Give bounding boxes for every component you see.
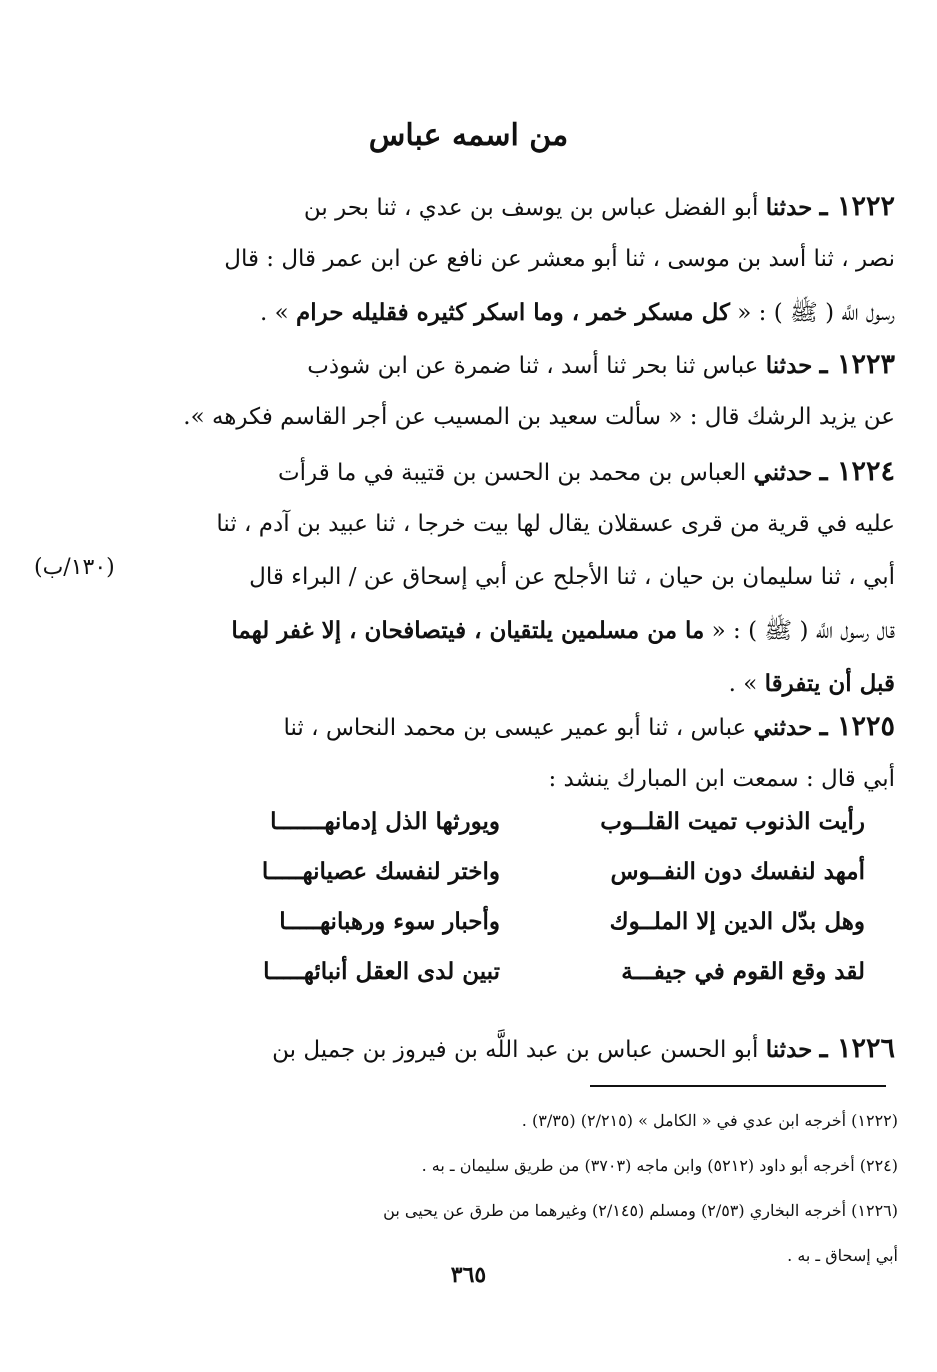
line-text: أبو الحسن عباس بن عبد اللَّه بن فيروز بن جميل بن (272, 1037, 766, 1063)
entry-line (150, 498, 895, 551)
manuscript-folio-marker: (١٣٠/ب) (34, 555, 115, 580)
page-title: من اسمه عباس (368, 118, 569, 153)
line-text: أبو الفضل عباس بن يوسف بن عدي ، ثنا بحر بن (303, 195, 766, 221)
line-text: عباس ، ثنا أبو عمير عيسى بن محمد النحاس ، ثنا (283, 715, 754, 741)
poem-verse (210, 808, 865, 858)
hadith-text: ما من مسلمين يلتقيان ، فيتصافحان ، إلا غفر لهما (231, 617, 705, 644)
verse-first-hemistich: رأيت الذنوب تميت القلــوب (600, 808, 865, 835)
verse-second-hemistich: تبين لدى العقل أنبائهـــــا (263, 958, 500, 985)
verse-first-hemistich: أمهد لنفسك دون النفــوس (610, 858, 865, 885)
entry-line (150, 180, 895, 233)
poem (210, 808, 865, 1008)
poem-verse (210, 958, 865, 1008)
line-text: أبي ، ثنا سليمان بن حيان ، ثنا الأجلح عن أبي إسحاق عن / البراء قال (249, 564, 895, 590)
verse-first-hemistich: لقد وقع القوم في جيفـــة (621, 958, 865, 985)
line-text: عن يزيد الرشك قال : « سألت سعيد بن المسيب عن أجر القاسم فكرهه ». (183, 404, 895, 430)
line-text: أبي قال : سمعت ابن المبارك ينشد : (548, 766, 895, 792)
entry-line (150, 233, 895, 286)
line-tail: » . (728, 671, 765, 697)
line-text: العباس بن محمد بن الحسن بن قتيبة في ما قرأت (278, 460, 754, 486)
footnote: (١٢٢٦) أخرجه البخاري (٢/٥٣) ومسلم (٢/١٤٥) وغيرهما من طرق عن يحيى بن (383, 1201, 898, 1220)
entry-number: ١٢٢٦ ـ (819, 1033, 895, 1064)
entry-line (150, 286, 895, 339)
poem-verse (210, 908, 865, 958)
hadith-entry-1225 (150, 700, 895, 806)
entry-line (150, 338, 895, 391)
line-text: قال رسول اللَّه ( ﷺ ) : « (704, 618, 895, 644)
narration-verb: حدثنا (765, 1036, 813, 1063)
verse-second-hemistich: ويورثها الذل إدمانهـــــــا (270, 808, 500, 835)
verse-second-hemistich: وأحبار سوء ورهبانهـــــا (279, 908, 500, 935)
line-text: عليه في قرية من قرى عسقلان يقال لها بيت خرجا ، ثنا عبيد بن آدم ، ثنا (216, 511, 895, 537)
footnote: (١٢٢٢) أخرجه ابن عدي في « الكامل » (٢/٢١٥) (٣/٣٥) . (521, 1111, 898, 1130)
verse-second-hemistich: واختر لنفسك عصيانهـــــا (261, 858, 500, 885)
verse-first-hemistich: وهل بدّل الدين إلا الملــوك (609, 908, 865, 935)
hadith-entry-1222 (150, 180, 895, 339)
hadith-text: قبل أن يتفرقا (764, 670, 895, 697)
page-number: ٣٦٥ (450, 1262, 487, 1288)
entry-number: ١٢٢٢ ـ (819, 191, 895, 222)
footnote: أبي إسحاق ـ به . (787, 1246, 898, 1265)
hadith-entry-1226 (150, 1022, 895, 1075)
entry-line (150, 753, 895, 806)
entry-number: ١٢٢٤ ـ (819, 456, 895, 487)
poem-verse (210, 858, 865, 908)
footnote: (٢٢٤) أخرجه أبو داود (٥٢١٢) وابن ماجه (٣٧٠٣) من طريق سليمان ـ به . (421, 1156, 898, 1175)
narration-verb: حدثنا (765, 194, 813, 221)
entry-line (150, 551, 895, 604)
narration-verb: حدثني (753, 714, 813, 741)
hadith-entry-1223 (150, 338, 895, 444)
entry-number: ١٢٢٣ ـ (819, 349, 895, 380)
footnote-divider (590, 1085, 886, 1087)
hadith-text: كل مسكر خمر ، وما اسكر كثيره فقليله حرام (295, 299, 730, 326)
entry-number: ١٢٢٥ ـ (819, 711, 895, 742)
line-text: نصر ، ثنا أسد بن موسى ، ثنا أبو معشر عن نافع عن ابن عمر قال : قال (224, 246, 895, 272)
entry-line (150, 604, 895, 657)
entry-line (150, 391, 895, 444)
narration-verb: حدثني (753, 459, 813, 486)
line-tail: » . (259, 300, 296, 326)
line-text: عباس ثنا بحر ثنا أسد ، ثنا ضمرة عن ابن شوذب (307, 353, 766, 379)
line-text: رسول اللَّه ( ﷺ ) : « (729, 300, 895, 326)
footnotes (155, 1098, 898, 1278)
narration-verb: حدثنا (765, 352, 813, 379)
entry-line (150, 445, 895, 498)
hadith-entry-1224 (150, 445, 895, 710)
entry-line (150, 1022, 895, 1075)
entry-line (150, 700, 895, 753)
